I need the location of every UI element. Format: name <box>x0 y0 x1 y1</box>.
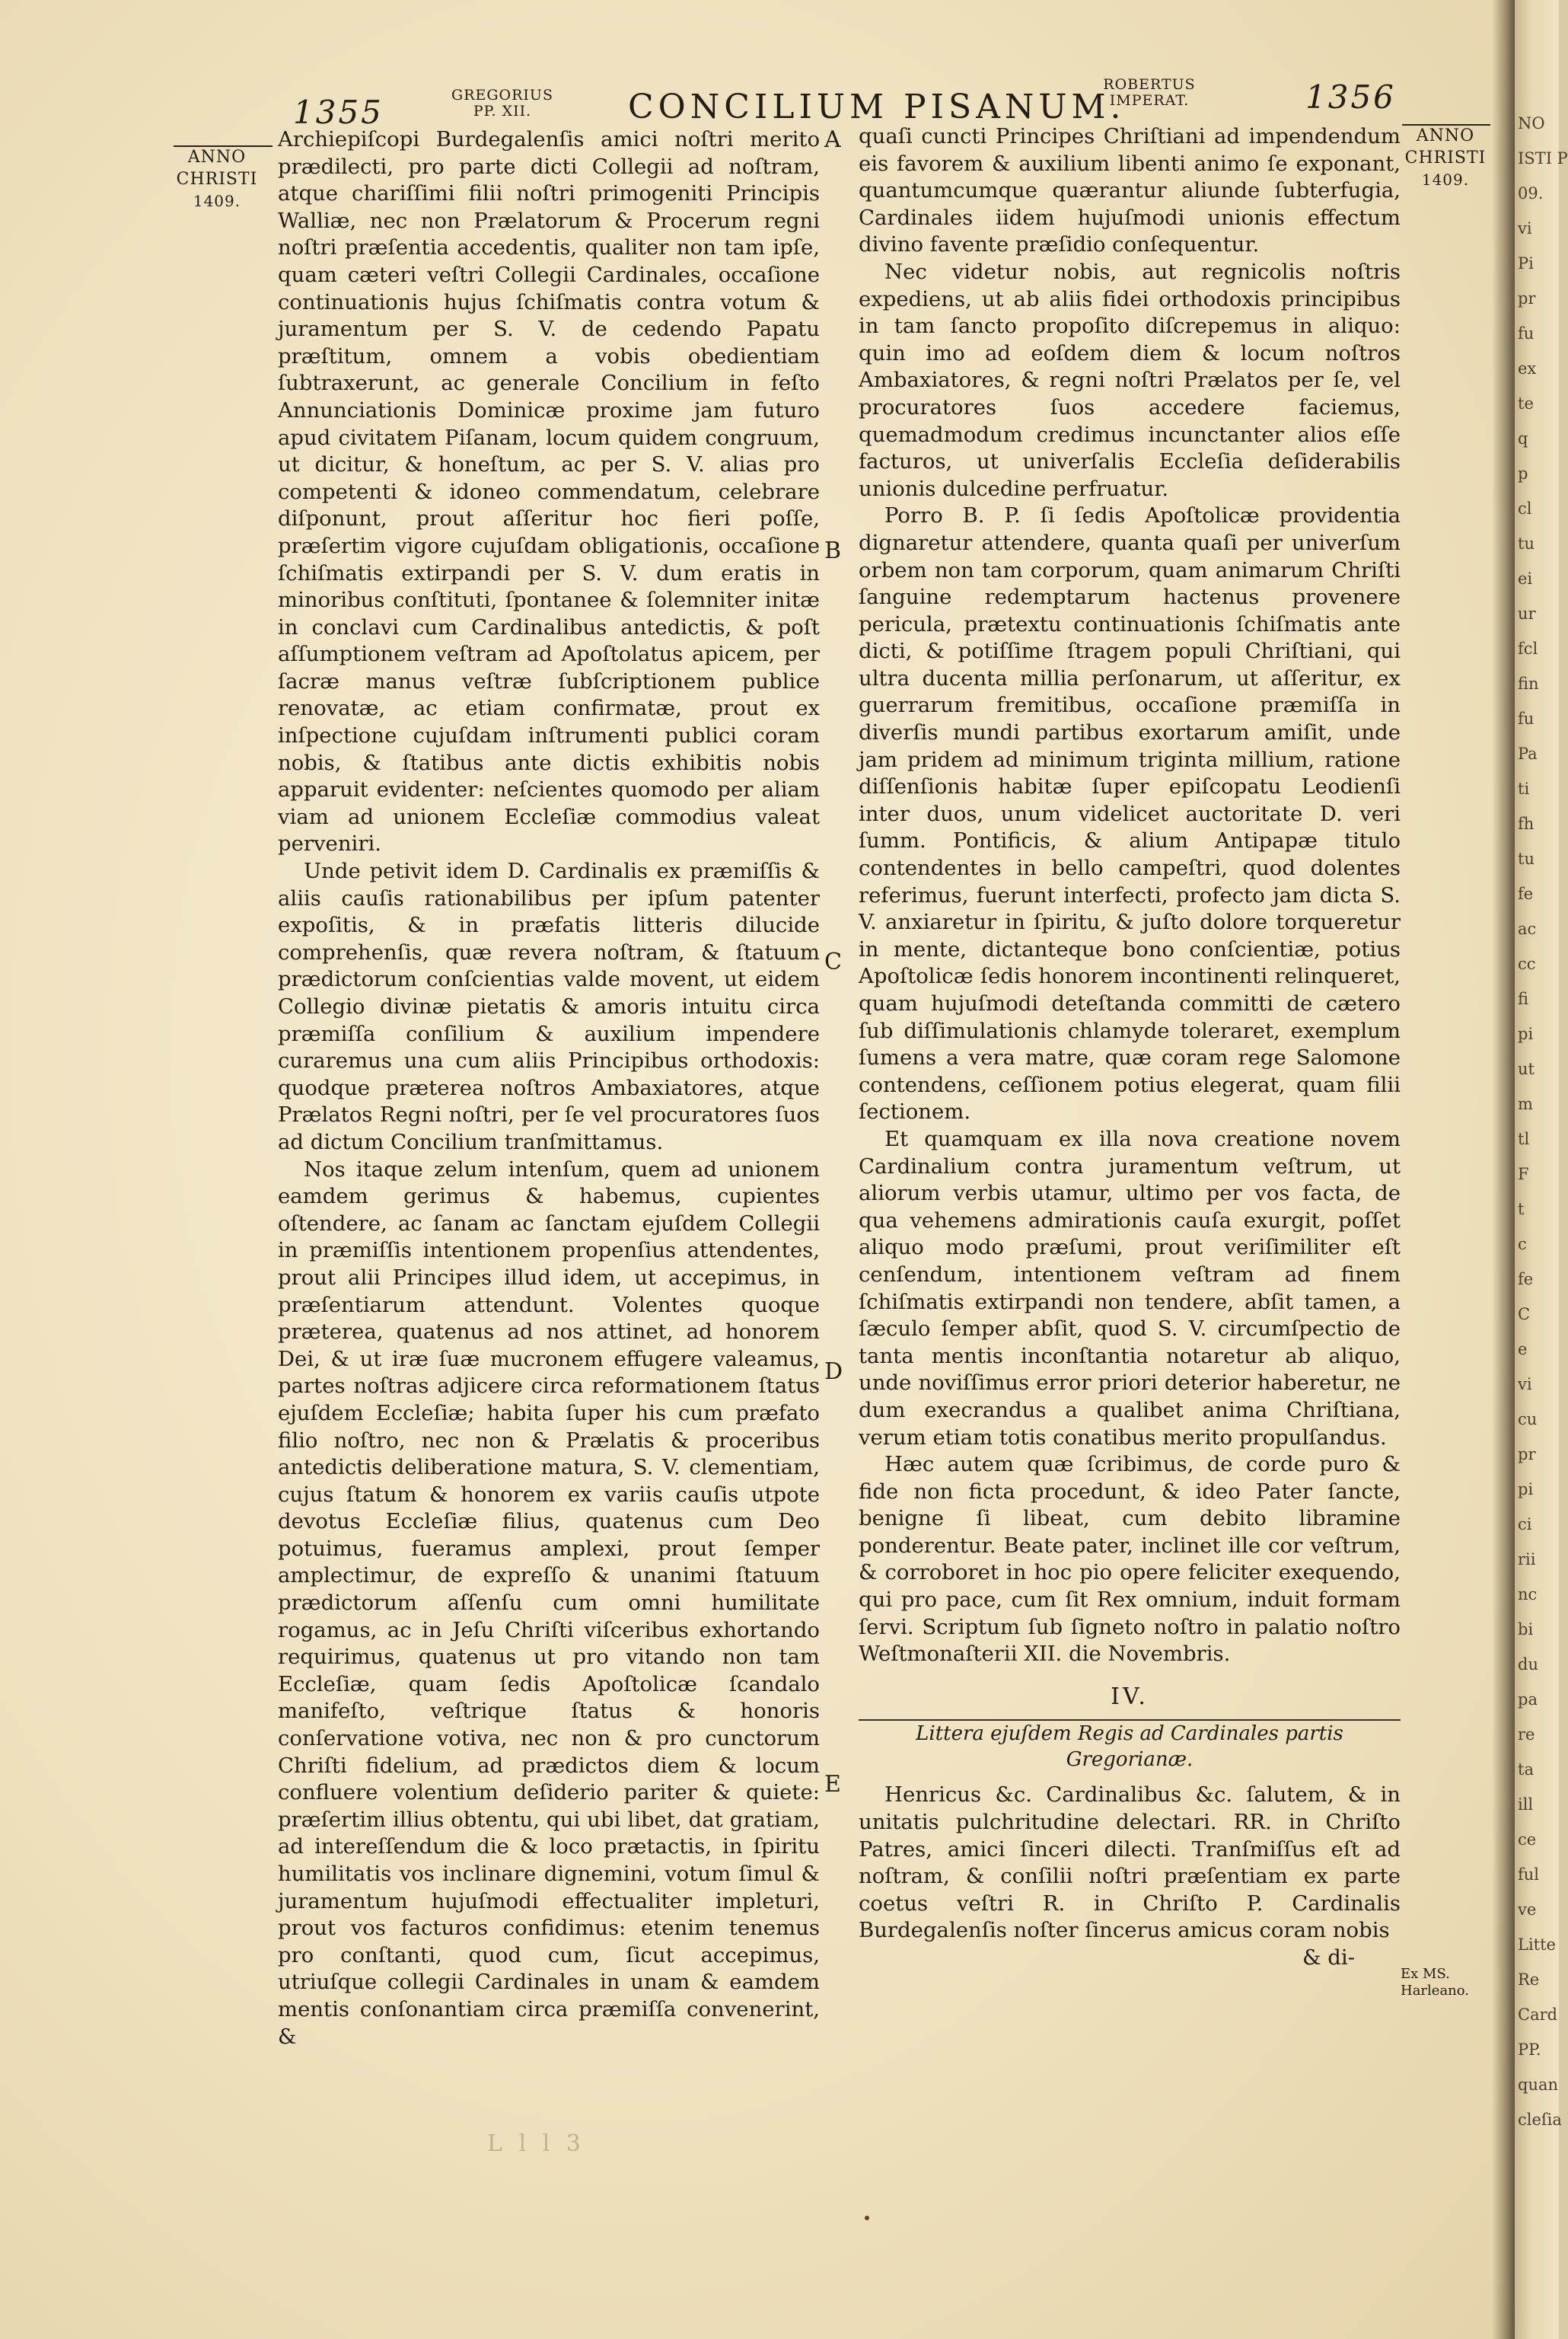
anno-left <box>171 146 263 212</box>
next-page-fragment: PP. <box>1518 2041 1541 2059</box>
gutter-shadow <box>1492 0 1515 2339</box>
running-head-right <box>1096 77 1203 109</box>
next-page-fragment: q <box>1518 429 1528 448</box>
running-head-left-line-2: PP. XII. <box>473 103 532 120</box>
page-number-right: 1356 <box>1305 78 1396 116</box>
next-page-fragment: fe <box>1518 885 1534 903</box>
running-head-left <box>445 88 559 120</box>
next-page-fragment: NO <box>1518 114 1545 132</box>
next-page-fragment: rii <box>1518 1550 1536 1568</box>
next-page-fragment: ve <box>1518 1900 1537 1919</box>
next-page-fragment: e <box>1518 1340 1528 1358</box>
anno-left-year: 1409. <box>193 192 241 210</box>
next-page-fragment: nc <box>1518 1585 1538 1603</box>
anno-left-label-2: CHRISTI <box>176 170 258 189</box>
next-page-fragment: ur <box>1518 605 1536 623</box>
next-page-fragment: fu <box>1518 710 1535 728</box>
left-paragraph-3: Nos itaque zelum intenſum, quem ad unionem eamdem gerimus & habemus, cupientes oſtendere, ac ſanam ac ſanctam ejuſdem Collegii in præmiſſis intentionem propenſius attendentes, prout alii Principes illud idem, ut accepimus, in præſentiarum attendunt. Volentes quoque præterea, quatenus ad nos attinet, ad honorem Dei, & ut iræ ſuæ mucronem effugere valeamus, partes noſtras adjicere circa reformationem ſtatus ejuſdem Eccleſiæ; habita ſuper his cum præfato filio noſtro, nec non & Prælatis & proceribus antedictis deliberatione matura, S. V. clementiam, cujus ſtatum & honorem ex variis cauſis utpote devotus Eccleſiæ filius, quatenus cum Deo potuimus, fueramus amplexi, prout ſemper amplectimur, de expreſſo & unanimi ſtatuum prædictorum aſſenſu cum omni humilitate rogamus, ac in Jeſu Chriſti viſceribus exhortando requirimus, quatenus ut pro vitando non tam Eccleſiæ, quam ſedis Apoſtolicæ ſcandalo manifeſto, veſtrique ſtatus & honoris conſervatione votiva, nec non & pro cunctorum Chriſti fidelium, ad prædictos diem & locum confluere volentium deſiderio pariter & quiete: præſertim illius obtentu, qui ubi libet, dat gratiam, ad intereſſendum die & loco prætactis, in ſpiritu humilitatis vos inclinare dignemini, votum ſimul & juramentum hujuſmodi effectualiter impleturi, prout vos facturos confidimus: etenim tenemus pro conſtanti, quod cum, ſicut accepimus, utriuſque collegii Cardinales in unam & eamdem mentis conſonantiam circa præmiſſa convenerint, & <box>278 1157 820 2049</box>
ink-spot <box>865 2216 869 2220</box>
running-head-right-line-1: ROBERTUS <box>1103 76 1196 93</box>
next-page-fragment: ac <box>1518 920 1537 938</box>
next-page-fragment: C <box>1518 1305 1531 1323</box>
catchword: & di- <box>1302 1945 1355 1970</box>
signature-mark: L l l 3 <box>487 2130 585 2157</box>
next-page-fragment: fcl <box>1518 640 1538 658</box>
next-page-fragment: Litte <box>1518 1935 1556 1954</box>
section-marker-b: B <box>824 538 842 564</box>
next-page-fragment: vi <box>1518 219 1532 238</box>
section-first-paragraph: Henricus &c. Cardinalibus &c. ſalutem, & in unitatis pulchritudine delectari. RR. in Chriſto Patres, amici ſinceri dilecti. Tranſmiſſus eſt ad noſtram, & conſilii noſtri præſentiam ex parte coetus veſtri R. in Chriſto P. Cardinalis Burdegalenſis noſter ſincerus amicus coram nobis <box>859 1782 1401 1943</box>
anno-left-label-1: ANNO <box>187 148 247 167</box>
next-page-fragment: ISTI P <box>1518 149 1568 168</box>
next-page-edge <box>1515 0 1568 2339</box>
next-page-fragment: tu <box>1518 850 1535 868</box>
next-page-fragment: fh <box>1518 815 1535 833</box>
anno-right <box>1401 125 1490 191</box>
section-marker-c: C <box>824 949 842 975</box>
next-page-fragment: ci <box>1518 1515 1532 1533</box>
next-page-fragment: Pa <box>1518 745 1538 763</box>
next-page-fragment: tu <box>1518 534 1535 553</box>
next-page-fragment: Card <box>1518 2006 1558 2024</box>
next-page-fragment: bi <box>1518 1620 1534 1639</box>
next-page-fragment: ti <box>1518 780 1530 798</box>
right-column <box>859 123 1401 1972</box>
next-page-fragment: te <box>1518 394 1534 413</box>
section-marker-e: E <box>824 1771 841 1798</box>
next-page-fragment: re <box>1518 1725 1535 1744</box>
anno-right-label-2: CHRISTI <box>1404 148 1487 168</box>
next-page-fragment: t <box>1518 1200 1525 1218</box>
next-page-fragment: ut <box>1518 1060 1535 1078</box>
right-paragraph-1: quaſi cuncti Principes Chriſtiani ad impendendum eis favorem & auxilium libenti animo ſe exponant, quantumcumque quærantur aliunde ſubterfugia, Cardinales iidem hujuſmodi unionis effectum divino favente præſidio conſequentur. <box>859 124 1401 257</box>
page-number-left: 1355 <box>293 94 384 131</box>
left-column <box>278 126 820 2050</box>
page-title: CONCILIUM PISANUM. <box>628 88 1126 126</box>
next-page-fragment: cc <box>1518 955 1536 973</box>
next-page-fragment: ful <box>1518 1865 1540 1884</box>
section-title: Littera ejuſdem Regis ad Cardinales partis Gregorianæ. <box>916 1722 1343 1772</box>
next-page-fragment: ce <box>1518 1830 1537 1849</box>
next-page-fragment: cl <box>1518 499 1532 518</box>
section-number: IV. <box>1111 1683 1149 1710</box>
next-page-fragment: pi <box>1518 1480 1534 1498</box>
next-page-fragment: vi <box>1518 1375 1532 1393</box>
right-paragraph-4: Et quamquam ex illa nova creatione novem Cardinalium contra juramentum veſtrum, ut aliorum verbis utamur, ultimo per vos facta, de qua vehemens admirationis cauſa exurgit, poſſet aliquo modo præſumi, prout veriſimiliter eſt cenſendum, intentionem veſtram ad finem ſchiſmatis extirpandi non tendere, abſit tamen, a ſæculo ſemper abſit, quod S. V. circumſpectio de tanta mentis inconſtantia notaretur ab aliquo, unde noviſſimus error priori deterior haberetur, ne dum execrandus a qualibet anima Chriſtiana, verum etiam totis conatibus merito propulſandus. <box>859 1126 1401 1450</box>
next-page-fragment: pr <box>1518 289 1536 308</box>
next-page-fragment: cleſia <box>1518 2111 1562 2129</box>
next-page-fragment: p <box>1518 464 1528 483</box>
next-page-fragment: F <box>1518 1165 1529 1183</box>
anno-right-label-1: ANNO <box>1416 126 1475 145</box>
next-page-fragment: ill <box>1518 1795 1534 1814</box>
next-page-fragment: ta <box>1518 1760 1534 1779</box>
next-page-fragment: quan <box>1518 2076 1559 2094</box>
anno-right-year: 1409. <box>1421 171 1470 189</box>
next-page-fragment: m <box>1518 1095 1533 1113</box>
next-page-fragment: ei <box>1518 570 1533 588</box>
left-paragraph-2: Unde petivit idem D. Cardinalis ex præmiſſis & aliis cauſis rationabilibus per ipſum patenter expoſitis, & in præfatis litteris dilucide comprehenſis, quæ revera noſtram, & ſtatuum prædictorum conſcientias valde movent, ut eidem Collegio divinæ pietatis & amoris intuitu circa præmiſſa conſilium & auxilium impendere curaremus una cum aliis Principibus orthodoxis: quodque præterea noſtros Ambaxiatores, atque Prælatos Regni noſtri, per ſe vel procuratores ſuos ad dictum Concilium tranſmittamus. <box>278 859 820 1154</box>
section-marker-a: A <box>824 126 841 153</box>
next-page-fragment: tl <box>1518 1130 1530 1148</box>
next-page-fragment: pi <box>1518 1025 1534 1043</box>
running-head-left-line-1: GREGORIUS <box>451 87 553 104</box>
next-page-fragment: pa <box>1518 1690 1538 1709</box>
right-paragraph-3: Porro B. P. ſi ſedis Apoſtolicæ providentia dignaretur attendere, quanta quaſi per univerſum orbem non tam corporum, quam animarum Chriſti ſanguine redemptarum hactenus provenere pericula, prætextu continuationis ſchiſmatis ante dicti, & potiſſime ſtragem populi Chriſtiani, qui ultra ducenta millia perſonarum, ut aſſeritur, ex guerrarum fremitibus, occaſione præmiſſa in diverſis mundi partibus exortarum amiſit, unde jam pridem ad minimum triginta millium, ratione diſſenſionis habitæ ſuper epiſcopatu Leodienſi inter duos, unum videlicet auctoritate D. veri ſumm. Pontificis, & alium Antipapæ titulo contendentes in bello campeſtri, quod dolentes referimus, fuerunt interfecti, profecto jam dicta S. V. anxiaretur in ſpiritu, & juſto dolore torqueretur in mente, dictanteque bono conſcientiæ, potius Apoſtolicæ ſedis honorem incontinenti relinqueret, quam hujuſmodi deteſtanda committi de cætero ſub diſſimulationis chlamyde toleraret, exemplum ſumens a vera matre, quæ coram rege Salomone contendens, ceſſionem potius elegerat, quam filii ſectionem. <box>859 503 1401 1125</box>
right-paragraph-2: Nec videtur nobis, aut regnicolis noſtris expediens, ut ab aliis fidei orthodoxis principibus in tam ſancto propoſito diſcrepemus in aliquo: quin imo ad eoſdem diem & locum noſtros Ambaxiatores, & regni noſtri Prælatos per ſe, vel procuratores ſuos accedere faciemus, quemadmodum credimus incunctanter alios eſſe facturos, ut univerſalis Eccleſia deſiderabilis unionis dulcedine perfruatur. <box>859 259 1401 501</box>
left-paragraph-1: Archiepiſcopi Burdegalenſis amici noſtri merito prædilecti, pro parte dicti Collegii ad noſtram, atque chariſſimi filii noſtri primogeniti Principis Walliæ, nec non Prælatorum & Procerum regni noſtri præſentia accedentis, qualiter non tam ipſe, quam cæteri veſtri Collegii Cardinales, occaſione continuationis hujus ſchiſmatis contra votum & juramentum per S. V. de cedendo Papatu præſtitum, omnem a vobis obedientiam ſubtraxerunt, ac generale Concilium in feſto Annunciationis Dominicæ proxime jam futuro apud civitatem Piſanam, locum quidem congruum, ut dicitur, & honeſtum, ac per S. V. alias pro competenti & idoneo commendatum, celebrare diſponunt, prout aſſeritur hoc fieri poſſe, præſertim vigore cujuſdam obligationis, occaſione ſchiſmatis extirpandi per S. V. dum eratis in minoribus conſtituti, ſpontanee & ſolemniter initæ in conclavi cum Cardinalibus antedictis, & poſt aſſumptionem veſtram ad Apoſtolatus apicem, per ſacræ manus veſtræ ſubſcriptionem publice renovatæ, ac etiam confirmatæ, prout ex inſpectione cujuſdam inſtrumenti publici coram nobis, & ſtatibus ante dictis exhibitis nobis apparuit evidenter: neſcientes quomodo per aliam viam ad unionem Eccleſiæ commodius valeat perveniri. <box>278 127 820 857</box>
next-page-fragment: fin <box>1518 675 1539 693</box>
next-page-fragment: pr <box>1518 1445 1536 1463</box>
right-paragraph-5: Hæc autem quæ ſcribimus, de corde puro & fide non ficta procedunt, & ideo Pater ſancte, benigne ſi libeat, cum debito libramine ponderentur. Beate pater, inclinet ille cor veſtrum, & corroboret in hoc pio opere feliciter exequendo, qui pro pace, cum ſit Rex omnium, induit formam ſervi. Scriptum ſub ſigneto noſtro in palatio noſtro Weſtmonaſterii XII. die Novembris. <box>859 1452 1401 1667</box>
next-page-fragment: ex <box>1518 359 1537 378</box>
next-page-fragment: fi <box>1518 990 1529 1008</box>
next-page-fragment: c <box>1518 1235 1527 1253</box>
next-page-fragment: Re <box>1518 1970 1540 1989</box>
next-page-fragment: du <box>1518 1655 1538 1674</box>
running-head <box>0 72 1492 131</box>
manuscript-side-note: Ex MS. Harleano. <box>1401 1966 1470 1999</box>
running-head-right-line-2: IMPERAT. <box>1109 92 1190 109</box>
next-page-fragment: Pi <box>1518 254 1534 273</box>
next-page-fragment: 09. <box>1518 184 1544 203</box>
next-page-fragment: cu <box>1518 1410 1538 1428</box>
next-page-fragment: fu <box>1518 324 1535 343</box>
next-page-fragment: fe <box>1518 1270 1534 1288</box>
section-marker-d: D <box>824 1358 843 1385</box>
